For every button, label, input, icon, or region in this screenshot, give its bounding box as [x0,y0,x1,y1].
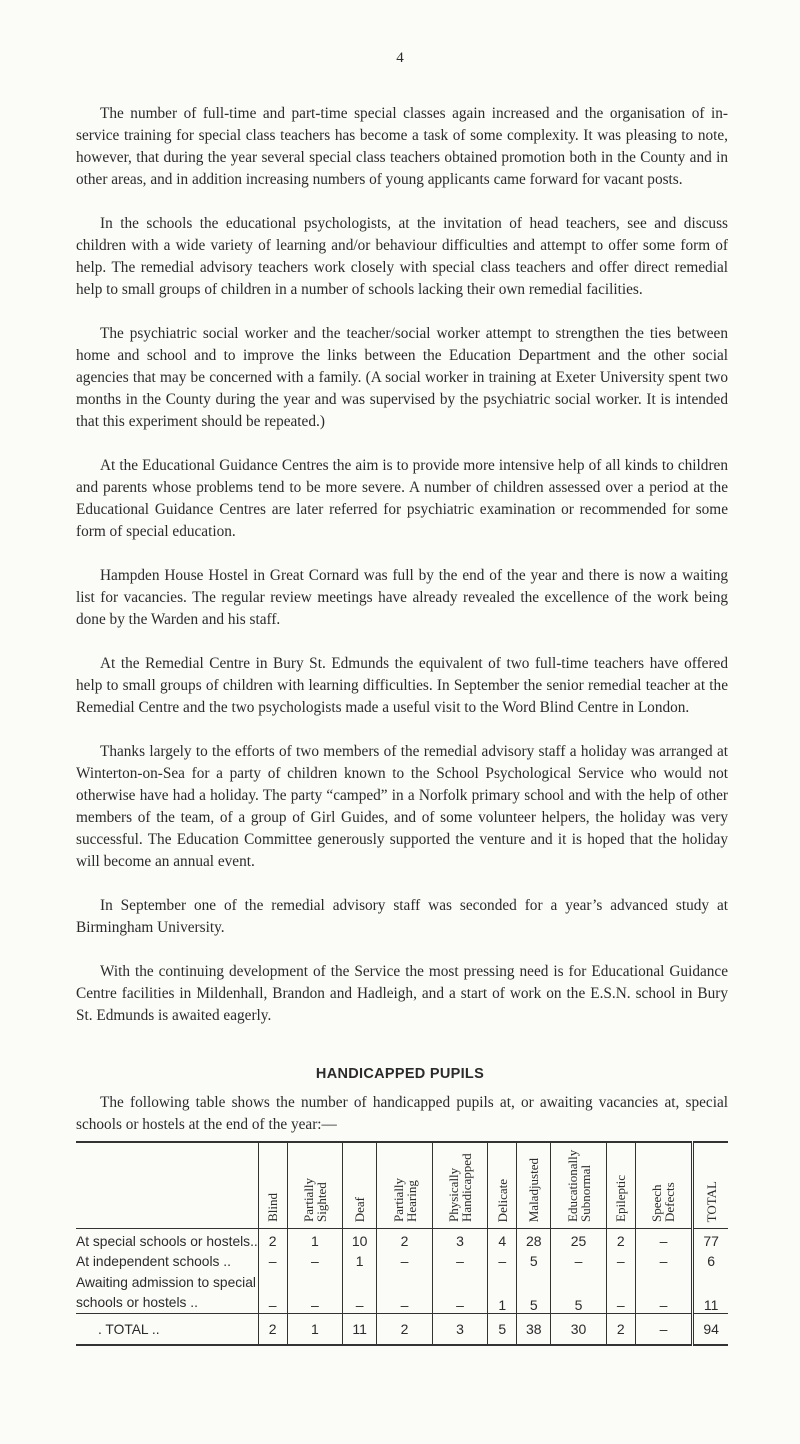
total-row [76,1314,728,1346]
table-cell: 3 [432,1229,488,1250]
row-label-header [76,1142,258,1229]
column-header: Speech Defects [635,1142,693,1229]
row-label-line: Awaiting admission to special [76,1275,256,1290]
table-cell: – [635,1229,693,1250]
table-cell: – [287,1269,343,1314]
body-text [76,103,728,1049]
table-cell: – [488,1249,517,1269]
table-cell: – [551,1249,607,1269]
table-cell: – [377,1249,433,1269]
row-total-cell: 77 [693,1229,728,1250]
column-header: Deaf [343,1142,377,1229]
table-cell: 1 [488,1269,517,1314]
grand-total-cell: 94 [693,1314,728,1346]
table-row [76,1229,728,1250]
row-label [76,1269,258,1314]
paragraph: At the Remedial Centre in Bury St. Edmunds the equivalent of two full-time teachers have offered help to small groups of children with learning difficulties. In September the senior remedial teacher at the Remedial Centre and the two psychologists made a useful visit to the Word Blind Centre in London. [76,655,728,716]
column-header: Physically Handicapped [432,1142,488,1229]
total-cell: 3 [432,1314,488,1346]
total-cell: 11 [343,1314,377,1346]
table-cell: 2 [258,1229,287,1250]
paragraph: At the Educational Guidance Centres the aim is to provide more intensive help of all kinds to children and parents whose problems tend to be more severe. A number of children assessed over a period at the Educational Guidance Centres are later referred for psychiatric examination or recommended for some form of special education. [76,457,728,540]
row-total-cell: 11 [693,1269,728,1314]
column-header: Partially Hearing [377,1142,433,1229]
paragraph: The number of full-time and part-time special classes again increased and the organisation of in-service training for special class teachers has become a task of some complexity. It was pleasing to note, however, that during the year several special class teachers obtained promotion both in the County and in other areas, and in addition increasing numbers of young applicants came forward for vacant posts. [76,105,728,188]
total-cell: – [635,1314,693,1346]
row-label: At independent schools .. [76,1254,231,1269]
column-header: Epileptic [606,1142,635,1229]
table-cell: – [432,1269,488,1314]
column-header: Blind [258,1142,287,1229]
paragraph: Thanks largely to the efforts of two members of the remedial advisory staff a holiday was arranged at Winterton-on-Sea for a party of children known to the School Psychological Service who would not otherwise have had a holiday. The party “camped” in a Norfolk primary school and with the help of other members of the team, of a group of Girl Guides, and of some volunteer helpers, the holiday was very successful. The Education Committee generously supported the venture and it is hoped that the holiday will become an annual event. [76,743,728,870]
paragraph: Hampden House Hostel in Great Cornard was full by the end of the year and there is now a waiting list for vacancies. The regular review meetings have already revealed the excellence of the work being done by the Warden and his staff. [76,567,728,628]
table-cell: – [258,1249,287,1269]
column-header: Maladjusted [517,1142,551,1229]
table-header-row [76,1142,728,1229]
table-cell: – [287,1249,343,1269]
table-cell: – [635,1269,693,1314]
total-cell: 38 [517,1314,551,1346]
table-cell: 1 [343,1249,377,1269]
paragraph: In September one of the remedial advisory staff was seconded for a year’s advanced study at Birmingham University. [76,897,728,936]
total-cell: 30 [551,1314,607,1346]
table-row [76,1249,728,1269]
paragraph: With the continuing development of the Service the most pressing need is for Educational Guidance Centre facilities in Mildenhall, Brandon and Hadleigh, and a start of work on the E.S.N. school in Bury St. Edmunds is awaited eagerly. [76,963,728,1024]
column-header: Delicate [488,1142,517,1229]
column-header: Partially Sighted [287,1142,343,1229]
total-row-label: . TOTAL .. [76,1314,258,1346]
row-total-cell: 6 [693,1249,728,1269]
page-number: 4 [396,50,404,66]
table-cell: 4 [488,1229,517,1250]
table-cell: 10 [343,1229,377,1250]
table-cell: 2 [377,1229,433,1250]
total-cell: 2 [258,1314,287,1346]
table-cell: – [606,1249,635,1269]
total-cell: 5 [488,1314,517,1346]
section-heading: HANDICAPPED PUPILS [315,1066,485,1082]
table-row [76,1269,728,1314]
table-cell: – [635,1249,693,1269]
table-cell: 5 [517,1269,551,1314]
handicapped-pupils-table [76,1141,728,1346]
table-cell: 1 [287,1229,343,1250]
table-cell: – [377,1269,433,1314]
table-cell: – [258,1269,287,1314]
row-label: At special schools or hostels.. [76,1234,258,1249]
table-intro: The following table shows the number of handicapped pupils at, or awaiting vacancies at, special schools or hostels at the end of the year:— [76,1094,728,1133]
row-label-line: schools or hostels .. [76,1295,198,1310]
table-cell: 28 [517,1229,551,1250]
paragraph: In the schools the educational psychologists, at the invitation of head teachers, see and discuss children with a wide variety of learning and/or behaviour difficulties and attempt to offer some form of help. The remedial advisory teachers work closely with special class teachers and offer direct remedial help to small groups of children in a number of schools lacking their own remedial facilities. [76,215,728,298]
table-cell: 5 [551,1269,607,1314]
total-cell: 2 [606,1314,635,1346]
column-header: Educationally Subnormal [551,1142,607,1229]
table-cell: 25 [551,1229,607,1250]
table-cell: 5 [517,1249,551,1269]
table-cell: – [606,1269,635,1314]
total-cell: 2 [377,1314,433,1346]
total-cell: 1 [287,1314,343,1346]
table-cell: 2 [606,1229,635,1250]
total-column-header: TOTAL [693,1142,728,1229]
table-cell: – [343,1269,377,1314]
table-cell: – [432,1249,488,1269]
paragraph: The psychiatric social worker and the teacher/social worker attempt to strengthen the ties between home and school and to improve the links between the Education Department and the other social agencies that may be concerned with a family. (A social worker in training at Exeter University spent two months in the County during the year and was supervised by the psychiatric social worker. It is intended that this experiment should be repeated.) [76,325,728,430]
